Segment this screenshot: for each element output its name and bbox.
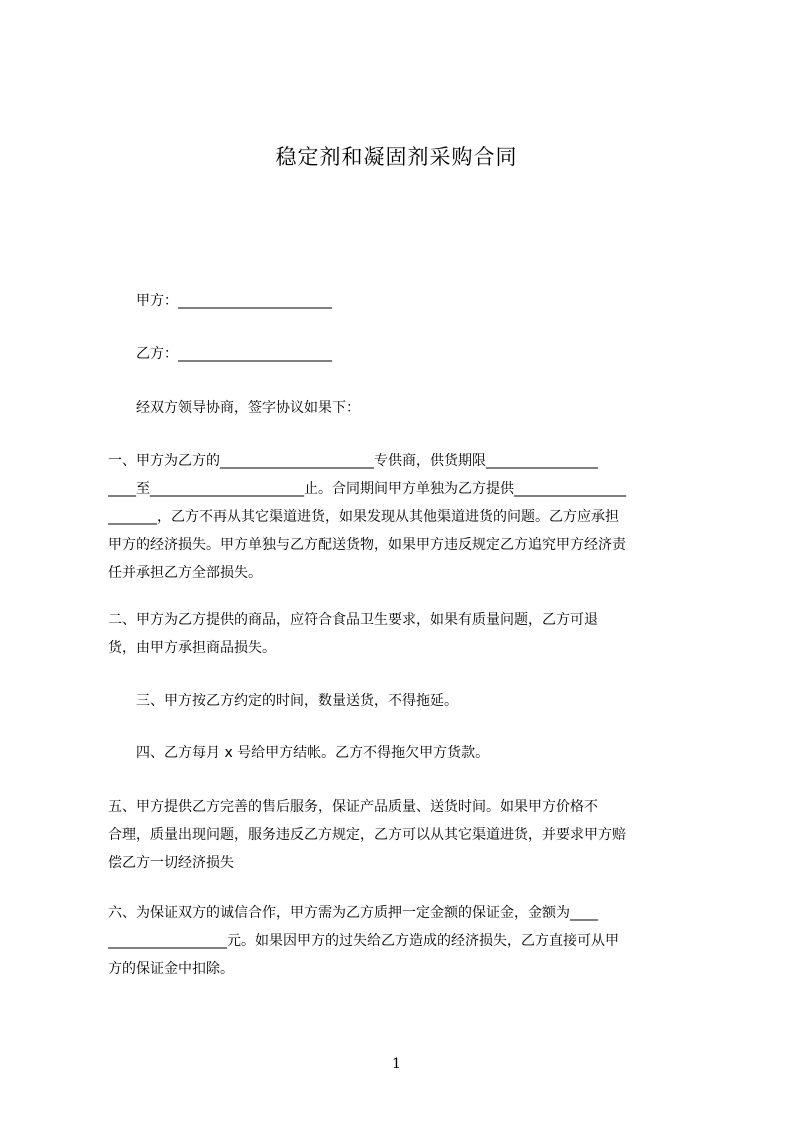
clause-5-line: 偿乙方一切经济损失 xyxy=(108,855,234,871)
clause-4: 四、乙方每月 x 号给甲方结帐。乙方不得拖欠甲方货款。 xyxy=(136,745,490,761)
clause-5-line: 五、甲方提供乙方完善的售后服务，保证产品质量、送货时间。如果甲方价格不 xyxy=(108,799,598,815)
clause-5-line: 合理，质量出现问题，服务违反乙方规定，乙方可以从其它渠道进货，并要求甲方赔 xyxy=(108,827,626,843)
clause-1-line: _______，乙方不再从其它渠道进货，如果发现从其他渠道进货的问题。乙方应承担 xyxy=(108,509,619,525)
clause-6-line: _________________元。如果因甲方的过失给乙方造成的经济损失，乙方直接可从甲 xyxy=(108,933,619,949)
clause-2 xyxy=(108,606,700,662)
party-a-line: 甲方：______________________ xyxy=(136,293,332,309)
clause-6 xyxy=(108,899,700,983)
clause-1 xyxy=(108,447,700,587)
clause-1-line: 一、甲方为乙方的______________________专供商，供货期限________________ xyxy=(108,453,598,469)
page-number: 1 xyxy=(392,1056,401,1072)
clause-3: 三、甲方按乙方约定的时间，数量送货，不得拖延。 xyxy=(136,693,458,709)
clause-1-line: ____至______________________止。合同期间甲方单独为乙方提供________________ xyxy=(108,481,626,497)
clause-2-line: 二、甲方为乙方提供的商品，应符合食品卫生要求，如果有质量问题，乙方可退 xyxy=(108,612,598,628)
clause-1-line: 甲方的经济损失。甲方单独与乙方配送货物，如果甲方违反规定乙方追究甲方经济责 xyxy=(108,537,626,553)
clause-6-line: 方的保证金中扣除。 xyxy=(108,961,234,977)
intro-text: 经双方领导协商，签字协议如果下： xyxy=(136,400,360,416)
clause-1-line: 任并承担乙方全部损失。 xyxy=(108,565,262,581)
clause-6-line: 六、为保证双方的诚信合作，甲方需为乙方质押一定金额的保证金，金额为____ xyxy=(108,905,598,921)
party-b-line: 乙方：______________________ xyxy=(136,346,332,362)
clause-2-line: 货，由甲方承担商品损失。 xyxy=(108,640,276,656)
document-title: 稳定剂和凝固剂采购合同 xyxy=(275,145,518,169)
clause-5 xyxy=(108,793,700,877)
